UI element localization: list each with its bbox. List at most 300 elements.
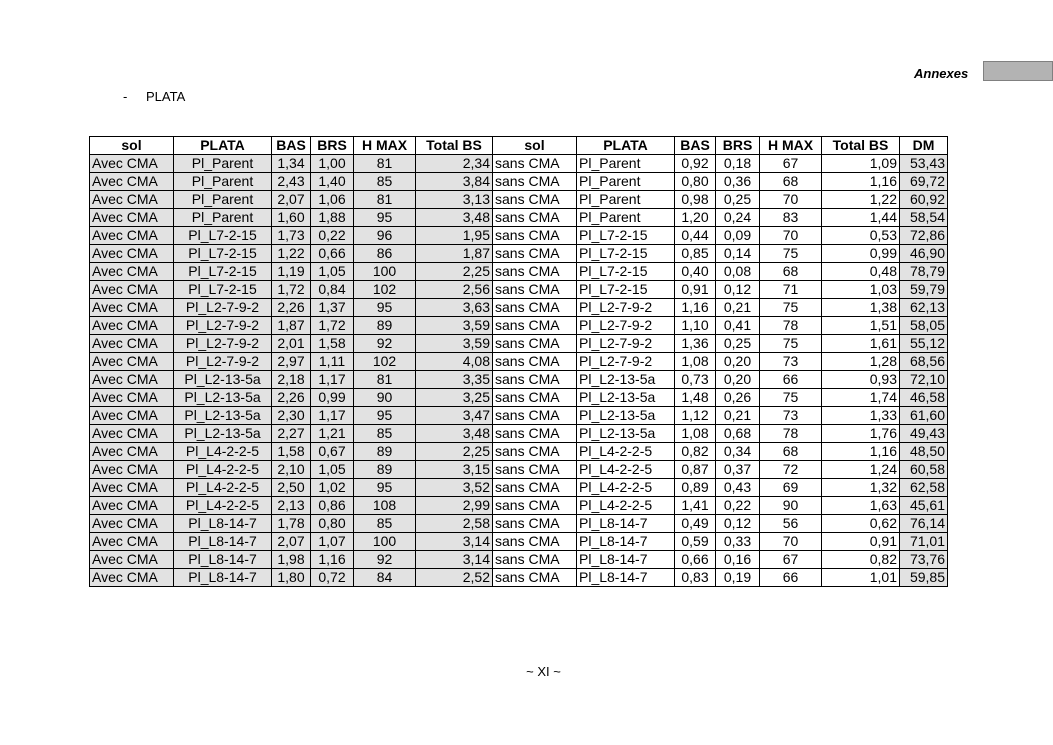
table-cell: 1,08 xyxy=(675,353,716,371)
table-cell: 92 xyxy=(354,335,416,353)
table-cell: 48,50 xyxy=(900,443,948,461)
table-cell: 3,13 xyxy=(416,191,493,209)
table-cell: 1,58 xyxy=(272,443,311,461)
table-cell: 1,73 xyxy=(272,227,311,245)
bullet-dash: - xyxy=(123,89,128,104)
table-cell: 59,85 xyxy=(900,569,948,587)
table-cell: Avec CMA xyxy=(90,281,174,299)
table-cell: 0,25 xyxy=(716,191,760,209)
table-cell: Pl_L2-13-5a xyxy=(174,407,272,425)
table-cell: Avec CMA xyxy=(90,497,174,515)
table-cell: 69,72 xyxy=(900,173,948,191)
table-cell: 0,93 xyxy=(822,371,900,389)
table-cell: Pl_L2-13-5a xyxy=(577,371,675,389)
table-cell: 1,63 xyxy=(822,497,900,515)
table-cell: 3,47 xyxy=(416,407,493,425)
table-cell: Avec CMA xyxy=(90,245,174,263)
table-cell: 0,12 xyxy=(716,281,760,299)
table-cell: Pl_L8-14-7 xyxy=(577,551,675,569)
table-cell: 58,05 xyxy=(900,317,948,335)
table-row xyxy=(90,263,948,281)
column-header: BRS xyxy=(311,137,354,155)
table-cell: 0,87 xyxy=(675,461,716,479)
table-cell: Pl_L4-2-2-5 xyxy=(174,479,272,497)
table-cell: 76,14 xyxy=(900,515,948,533)
table-cell: 0,21 xyxy=(716,407,760,425)
table-cell: 81 xyxy=(354,371,416,389)
table-cell: Pl_L7-2-15 xyxy=(577,281,675,299)
table-cell: 55,12 xyxy=(900,335,948,353)
table-cell: 0,66 xyxy=(311,245,354,263)
table-cell: Pl_L8-14-7 xyxy=(577,533,675,551)
table-cell: Pl_L2-13-5a xyxy=(174,371,272,389)
table-cell: 1,38 xyxy=(822,299,900,317)
table-cell: Pl_L4-2-2-5 xyxy=(577,461,675,479)
section-title: PLATA xyxy=(146,89,186,104)
table-cell: Pl_L7-2-15 xyxy=(577,227,675,245)
table-cell: Pl_L2-13-5a xyxy=(174,389,272,407)
table-cell: 3,35 xyxy=(416,371,493,389)
table-cell: 2,26 xyxy=(272,389,311,407)
table-cell: 1,44 xyxy=(822,209,900,227)
table-cell: 60,58 xyxy=(900,461,948,479)
table-cell: 0,34 xyxy=(716,443,760,461)
table-cell: 2,30 xyxy=(272,407,311,425)
table-cell: Pl_Parent xyxy=(577,173,675,191)
table-cell: 1,36 xyxy=(675,335,716,353)
table-cell: 0,24 xyxy=(716,209,760,227)
table-cell: 0,48 xyxy=(822,263,900,281)
table-cell: sans CMA xyxy=(493,263,577,281)
table-cell: 72,10 xyxy=(900,371,948,389)
table-cell: sans CMA xyxy=(493,389,577,407)
table-cell: 78 xyxy=(760,317,822,335)
table-cell: 102 xyxy=(354,281,416,299)
table-cell: 1,28 xyxy=(822,353,900,371)
table-row xyxy=(90,317,948,335)
table-cell: sans CMA xyxy=(493,209,577,227)
table-cell: Pl_L8-14-7 xyxy=(174,533,272,551)
table-row xyxy=(90,335,948,353)
table-cell: 90 xyxy=(354,389,416,407)
table-cell: 3,59 xyxy=(416,317,493,335)
column-header: DM xyxy=(900,137,948,155)
table-row xyxy=(90,299,948,317)
table-cell: 0,16 xyxy=(716,551,760,569)
table-cell: Pl_Parent xyxy=(577,191,675,209)
table-cell: Pl_L7-2-15 xyxy=(174,245,272,263)
table-cell: Avec CMA xyxy=(90,263,174,281)
table-cell: 75 xyxy=(760,245,822,263)
table-cell: 1,03 xyxy=(822,281,900,299)
table-cell: 53,43 xyxy=(900,155,948,173)
table-cell: 89 xyxy=(354,443,416,461)
table-cell: Pl_L2-7-9-2 xyxy=(174,335,272,353)
table-cell: 0,22 xyxy=(311,227,354,245)
table-cell: 86 xyxy=(354,245,416,263)
table-cell: Pl_L2-13-5a xyxy=(577,407,675,425)
table-cell: 83 xyxy=(760,209,822,227)
table-cell: Pl_L7-2-15 xyxy=(577,263,675,281)
table-cell: 1,05 xyxy=(311,461,354,479)
table-cell: Pl_L7-2-15 xyxy=(174,227,272,245)
table-cell: 3,14 xyxy=(416,551,493,569)
table-cell: 1,24 xyxy=(822,461,900,479)
table-cell: 2,58 xyxy=(416,515,493,533)
table-cell: 0,33 xyxy=(716,533,760,551)
table-cell: Pl_L2-13-5a xyxy=(577,389,675,407)
table-cell: Avec CMA xyxy=(90,461,174,479)
table-row xyxy=(90,497,948,515)
table-cell: Avec CMA xyxy=(90,173,174,191)
table-cell: 62,13 xyxy=(900,299,948,317)
table-cell: 1,06 xyxy=(311,191,354,209)
table-cell: 2,07 xyxy=(272,533,311,551)
table-cell: 1,72 xyxy=(272,281,311,299)
table-cell: 0,68 xyxy=(716,425,760,443)
table-cell: 3,63 xyxy=(416,299,493,317)
table-cell: 1,08 xyxy=(675,425,716,443)
table-cell: 1,22 xyxy=(272,245,311,263)
table-cell: 0,72 xyxy=(311,569,354,587)
table-cell: 95 xyxy=(354,209,416,227)
table-row xyxy=(90,551,948,569)
table-cell: 0,99 xyxy=(822,245,900,263)
table-cell: 56 xyxy=(760,515,822,533)
table-row xyxy=(90,191,948,209)
table-cell: 2,27 xyxy=(272,425,311,443)
table-cell: sans CMA xyxy=(493,407,577,425)
table-cell: 2,50 xyxy=(272,479,311,497)
table-cell: 78 xyxy=(760,425,822,443)
table-cell: 0,26 xyxy=(716,389,760,407)
table-cell: 1,17 xyxy=(311,371,354,389)
table-row xyxy=(90,425,948,443)
table-cell: 0,20 xyxy=(716,353,760,371)
table-cell: 89 xyxy=(354,461,416,479)
table-row xyxy=(90,569,948,587)
table-cell: 73 xyxy=(760,407,822,425)
column-header: PLATA xyxy=(577,137,675,155)
table-cell: sans CMA xyxy=(493,317,577,335)
table-cell: 0,08 xyxy=(716,263,760,281)
table-header-row xyxy=(90,137,948,155)
table-row xyxy=(90,371,948,389)
column-header: sol xyxy=(90,137,174,155)
table-cell: Pl_L7-2-15 xyxy=(174,281,272,299)
table-cell: 2,01 xyxy=(272,335,311,353)
table-cell: 0,83 xyxy=(675,569,716,587)
table-cell: 100 xyxy=(354,263,416,281)
table-cell: 0,67 xyxy=(311,443,354,461)
table-row xyxy=(90,155,948,173)
table-cell: 81 xyxy=(354,155,416,173)
column-header: Total BS xyxy=(822,137,900,155)
table-cell: Avec CMA xyxy=(90,335,174,353)
table-cell: sans CMA xyxy=(493,353,577,371)
column-header: BAS xyxy=(272,137,311,155)
table-row xyxy=(90,479,948,497)
table-row xyxy=(90,407,948,425)
table-cell: Pl_Parent xyxy=(174,191,272,209)
table-cell: 0,80 xyxy=(311,515,354,533)
table-cell: Pl_Parent xyxy=(174,209,272,227)
table-row xyxy=(90,461,948,479)
table-cell: 2,07 xyxy=(272,191,311,209)
table-cell: Avec CMA xyxy=(90,155,174,173)
table-cell: Avec CMA xyxy=(90,317,174,335)
table-cell: 2,26 xyxy=(272,299,311,317)
table-cell: 95 xyxy=(354,299,416,317)
table-cell: 75 xyxy=(760,299,822,317)
header-bar xyxy=(983,61,1053,81)
table-cell: Pl_Parent xyxy=(577,209,675,227)
table-cell: 1,05 xyxy=(311,263,354,281)
table-cell: 72 xyxy=(760,461,822,479)
table-cell: 89 xyxy=(354,317,416,335)
table-cell: 1,48 xyxy=(675,389,716,407)
table-cell: 0,89 xyxy=(675,479,716,497)
table-cell: 3,84 xyxy=(416,173,493,191)
table-cell: 66 xyxy=(760,371,822,389)
table-cell: Pl_L2-7-9-2 xyxy=(577,299,675,317)
table-cell: Avec CMA xyxy=(90,569,174,587)
table-body xyxy=(90,155,948,587)
table-cell: Avec CMA xyxy=(90,551,174,569)
table-cell: 1,16 xyxy=(822,443,900,461)
table-cell: 1,11 xyxy=(311,353,354,371)
table-cell: 73,76 xyxy=(900,551,948,569)
table-cell: 1,41 xyxy=(675,497,716,515)
table-cell: 1,16 xyxy=(675,299,716,317)
table-row xyxy=(90,389,948,407)
table-cell: 1,34 xyxy=(272,155,311,173)
table-cell: 2,10 xyxy=(272,461,311,479)
table-row xyxy=(90,533,948,551)
table-cell: Avec CMA xyxy=(90,389,174,407)
table-cell: 1,87 xyxy=(416,245,493,263)
table-cell: 68 xyxy=(760,173,822,191)
table-cell: Pl_L2-13-5a xyxy=(174,425,272,443)
table-cell: Avec CMA xyxy=(90,425,174,443)
table-cell: 67 xyxy=(760,551,822,569)
table-cell: 1,60 xyxy=(272,209,311,227)
table-cell: Pl_L2-7-9-2 xyxy=(174,353,272,371)
table-cell: sans CMA xyxy=(493,191,577,209)
table-cell: 73 xyxy=(760,353,822,371)
table-cell: Pl_L4-2-2-5 xyxy=(577,443,675,461)
table-row xyxy=(90,173,948,191)
table-cell: 0,66 xyxy=(675,551,716,569)
table-cell: 95 xyxy=(354,407,416,425)
table-cell: 1,98 xyxy=(272,551,311,569)
table-cell: 1,76 xyxy=(822,425,900,443)
table-row xyxy=(90,245,948,263)
table-cell: 0,85 xyxy=(675,245,716,263)
table-cell: 1,51 xyxy=(822,317,900,335)
table-cell: Pl_L2-13-5a xyxy=(577,425,675,443)
table-cell: 90 xyxy=(760,497,822,515)
table-cell: 1,74 xyxy=(822,389,900,407)
table-cell: 3,25 xyxy=(416,389,493,407)
table-cell: 1,02 xyxy=(311,479,354,497)
table-cell: 68 xyxy=(760,263,822,281)
section-heading xyxy=(123,89,185,104)
table-cell: Avec CMA xyxy=(90,191,174,209)
table-cell: 4,08 xyxy=(416,353,493,371)
table-cell: 1,10 xyxy=(675,317,716,335)
table-cell: Pl_L4-2-2-5 xyxy=(577,479,675,497)
table-cell: Pl_L4-2-2-5 xyxy=(174,461,272,479)
table-cell: sans CMA xyxy=(493,227,577,245)
table-cell: sans CMA xyxy=(493,569,577,587)
table-cell: 0,59 xyxy=(675,533,716,551)
table-cell: 3,59 xyxy=(416,335,493,353)
table-cell: 1,22 xyxy=(822,191,900,209)
table-cell: 1,32 xyxy=(822,479,900,497)
table-cell: 2,25 xyxy=(416,443,493,461)
page-number: ~ XI ~ xyxy=(526,664,561,679)
table-cell: 66 xyxy=(760,569,822,587)
table-cell: 69 xyxy=(760,479,822,497)
table-cell: 85 xyxy=(354,425,416,443)
table-cell: 1,19 xyxy=(272,263,311,281)
table-cell: Pl_L4-2-2-5 xyxy=(174,497,272,515)
table-cell: 2,18 xyxy=(272,371,311,389)
table-cell: 1,72 xyxy=(311,317,354,335)
column-header: PLATA xyxy=(174,137,272,155)
table-cell: 100 xyxy=(354,533,416,551)
column-header: Total BS xyxy=(416,137,493,155)
table-cell: 45,61 xyxy=(900,497,948,515)
column-header: sol xyxy=(493,137,577,155)
table-cell: 0,12 xyxy=(716,515,760,533)
table-cell: 0,43 xyxy=(716,479,760,497)
table-cell: 0,25 xyxy=(716,335,760,353)
table-cell: 0,92 xyxy=(675,155,716,173)
table-cell: 68 xyxy=(760,443,822,461)
table-cell: 46,90 xyxy=(900,245,948,263)
table-cell: 1,12 xyxy=(675,407,716,425)
table-cell: 75 xyxy=(760,389,822,407)
table-cell: sans CMA xyxy=(493,479,577,497)
table-cell: 67 xyxy=(760,155,822,173)
table-cell: sans CMA xyxy=(493,245,577,263)
table-cell: 0,20 xyxy=(716,371,760,389)
table-cell: 0,91 xyxy=(822,533,900,551)
table-cell: 2,97 xyxy=(272,353,311,371)
table-cell: 62,58 xyxy=(900,479,948,497)
table-cell: 0,73 xyxy=(675,371,716,389)
table-cell: sans CMA xyxy=(493,335,577,353)
table-cell: 0,09 xyxy=(716,227,760,245)
table-cell: 0,82 xyxy=(675,443,716,461)
table-cell: 0,82 xyxy=(822,551,900,569)
table-cell: 2,99 xyxy=(416,497,493,515)
table-cell: Pl_L2-7-9-2 xyxy=(577,335,675,353)
table-cell: sans CMA xyxy=(493,515,577,533)
table-cell: 2,25 xyxy=(416,263,493,281)
table-cell: sans CMA xyxy=(493,371,577,389)
table-cell: Pl_L4-2-2-5 xyxy=(577,497,675,515)
table-cell: 0,21 xyxy=(716,299,760,317)
header-label: Annexes xyxy=(914,66,969,81)
table-cell: 0,91 xyxy=(675,281,716,299)
table-cell: Pl_Parent xyxy=(174,173,272,191)
table-cell: 1,61 xyxy=(822,335,900,353)
table-cell: 3,15 xyxy=(416,461,493,479)
table-cell: 1,33 xyxy=(822,407,900,425)
table-cell: 81 xyxy=(354,191,416,209)
table-cell: 0,49 xyxy=(675,515,716,533)
table-cell: Pl_L8-14-7 xyxy=(577,515,675,533)
table-cell: 102 xyxy=(354,353,416,371)
table-cell: 1,00 xyxy=(311,155,354,173)
table-cell: Pl_L2-7-9-2 xyxy=(174,299,272,317)
table-cell: 1,37 xyxy=(311,299,354,317)
table-cell: 0,40 xyxy=(675,263,716,281)
table-cell: 1,16 xyxy=(311,551,354,569)
table-cell: 0,80 xyxy=(675,173,716,191)
table-cell: 1,17 xyxy=(311,407,354,425)
table-cell: Avec CMA xyxy=(90,209,174,227)
table-cell: 1,58 xyxy=(311,335,354,353)
table-row xyxy=(90,443,948,461)
table-cell: 46,58 xyxy=(900,389,948,407)
table-cell: 1,20 xyxy=(675,209,716,227)
table-cell: 96 xyxy=(354,227,416,245)
table-cell: Avec CMA xyxy=(90,533,174,551)
table-cell: sans CMA xyxy=(493,299,577,317)
table-cell: 78,79 xyxy=(900,263,948,281)
table-cell: Pl_L7-2-15 xyxy=(577,245,675,263)
table-cell: 1,07 xyxy=(311,533,354,551)
table-cell: 0,84 xyxy=(311,281,354,299)
table-row xyxy=(90,209,948,227)
table-cell: 92 xyxy=(354,551,416,569)
table-cell: sans CMA xyxy=(493,173,577,191)
table-cell: 1,78 xyxy=(272,515,311,533)
table-cell: 108 xyxy=(354,497,416,515)
table-cell: 0,36 xyxy=(716,173,760,191)
table-cell: 71 xyxy=(760,281,822,299)
table-cell: Pl_Parent xyxy=(577,155,675,173)
table-cell: Pl_L2-7-9-2 xyxy=(577,317,675,335)
table-cell: 0,98 xyxy=(675,191,716,209)
table-cell: 70 xyxy=(760,191,822,209)
table-cell: sans CMA xyxy=(493,443,577,461)
table-cell: 70 xyxy=(760,227,822,245)
table-cell: 1,21 xyxy=(311,425,354,443)
table-cell: 3,52 xyxy=(416,479,493,497)
table-cell: Pl_L7-2-15 xyxy=(174,263,272,281)
table-cell: 68,56 xyxy=(900,353,948,371)
table-cell: 0,22 xyxy=(716,497,760,515)
column-header: BRS xyxy=(716,137,760,155)
table-cell: Avec CMA xyxy=(90,371,174,389)
table-cell: Pl_L8-14-7 xyxy=(174,515,272,533)
table-cell: 1,95 xyxy=(416,227,493,245)
table-cell: 3,14 xyxy=(416,533,493,551)
table-cell: 0,44 xyxy=(675,227,716,245)
table-cell: 85 xyxy=(354,173,416,191)
table-cell: Pl_L8-14-7 xyxy=(577,569,675,587)
table-cell: 75 xyxy=(760,335,822,353)
table-cell: 2,56 xyxy=(416,281,493,299)
table-cell: 0,62 xyxy=(822,515,900,533)
table-cell: 1,09 xyxy=(822,155,900,173)
table-cell: Avec CMA xyxy=(90,479,174,497)
